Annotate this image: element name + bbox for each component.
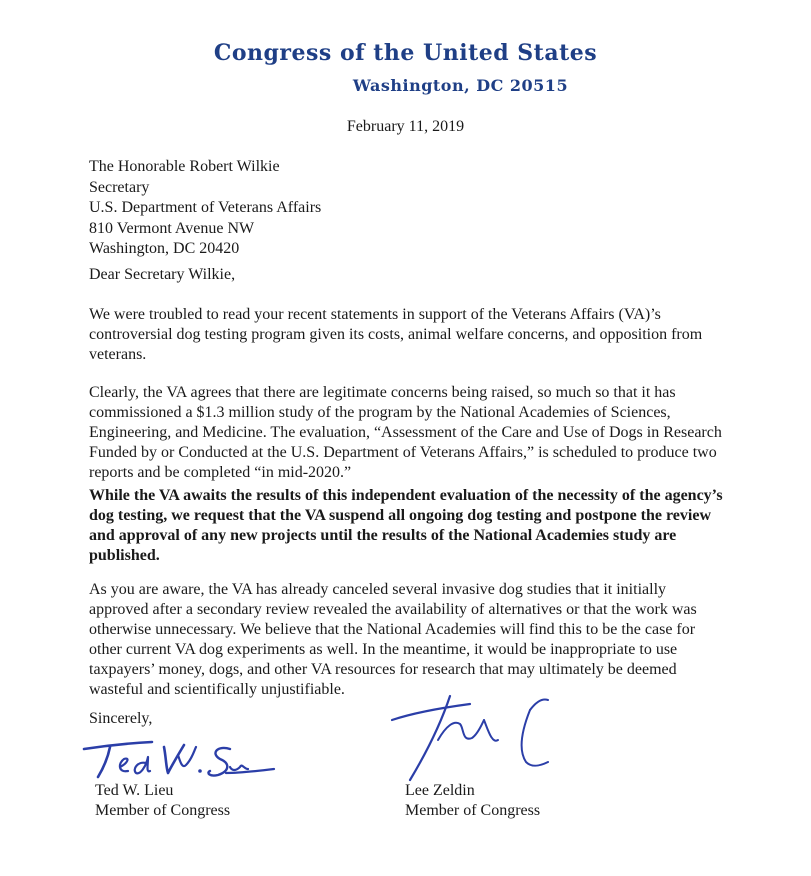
signature-zeldin: [380, 690, 580, 790]
body-paragraph: Clearly, the VA agrees that there are legitimate concerns being raised, so much so that it has commissioned a $1.3 million study of the program by the National Academies of Sciences, Engineering, and Medicine. The evaluation, “Assessment of the Care and Use of Dogs in Research Funded by or Conducted at the U.S. Department of Veterans Affairs,” is scheduled to produce two reports and be completed “in mid-2020.”: [89, 384, 722, 481]
recipient-line: The Honorable Robert Wilkie: [89, 158, 280, 175]
letter-date: February 11, 2019: [346, 118, 465, 135]
body-paragraph: We were troubled to read your recent statements in support of the Veterans Affairs (VA)’s controversial dog testing program given its costs, animal welfare concerns, and opposition from veterans.: [89, 306, 703, 363]
body-paragraph: As you are aware, the VA has already canceled several invasive dog studies that it initially approved after a secondary review revealed the availability of alternatives or that the work was otherwise unnecessary. We believe that the National Academies will find this to be the case for other current VA dog experiments as well. In the meantime, it would be inappropriate to use taxpayers’ money, dogs, and other VA resources for research that may ultimately be deemed wasteful and scientifically unjustifiable.: [89, 581, 697, 698]
recipient-address: [89, 157, 729, 260]
recipient-line: Washington, DC 20420: [89, 240, 240, 257]
letterhead-location: Washington, DC 20515: [352, 76, 569, 95]
signer-title: Member of Congress: [405, 802, 541, 819]
signer-zeldin: [405, 781, 540, 821]
recipient-line: U.S. Department of Veterans Affairs: [89, 199, 322, 216]
signer-name: Lee Zeldin: [405, 782, 475, 799]
recipient-line: Secretary: [89, 178, 150, 196]
signer-title: Member of Congress: [95, 802, 231, 819]
request-paragraph: While the VA awaits the results of this independent evaluation of the necessity of the agency’s dog testing, we request that the VA suspend all ongoing dog testing and postpone the review and approval of any new projects until the results of the National Academies study are published.: [89, 487, 723, 564]
letterhead-title: Congress of the United States: [213, 40, 598, 66]
closing: Sincerely,: [89, 710, 153, 727]
signer-name: Ted W. Lieu: [95, 782, 174, 799]
salutation: Dear Secretary Wilkie,: [89, 266, 236, 283]
signer-lieu: [95, 781, 230, 821]
recipient-line: 810 Vermont Avenue NW: [89, 219, 255, 237]
